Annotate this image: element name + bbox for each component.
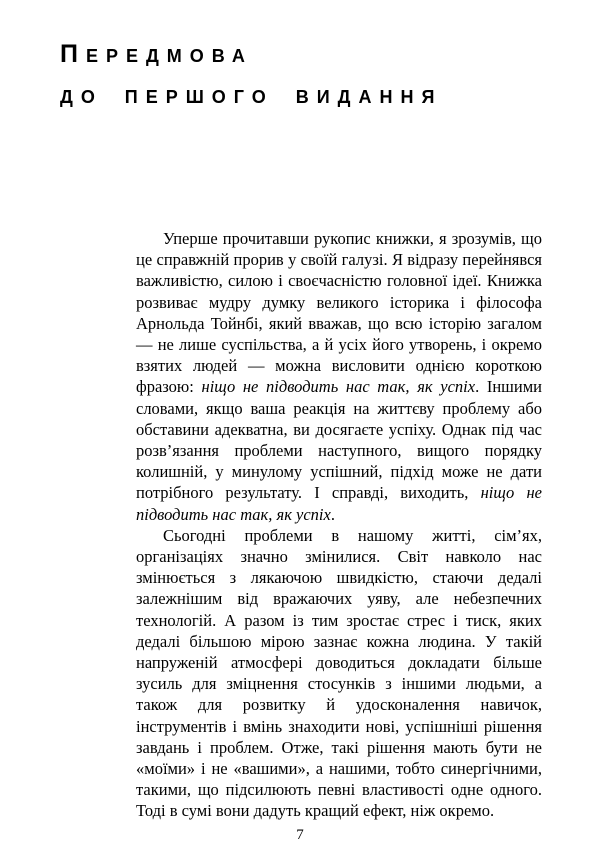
paragraph bbox=[136, 228, 542, 525]
chapter-title-line1: Передмова bbox=[60, 40, 253, 68]
text-segment: Уперше прочитавши рукопис книжки, я зрозумів, що це справжній прорив у своїй галузі. Я відразу перейнявся важливістю, силою і своєчасністю головної ідеї. Книжка розвиває мудру думку великого історика і філософа Арнольда Тойнбі, який вважав, що всю історію загалом — не лише суспільства, а й усіх його утворень, і окремо взятих людей — можна висловити однією короткою фразою: bbox=[136, 229, 542, 397]
body-text bbox=[136, 228, 542, 822]
page-number: 7 bbox=[296, 827, 304, 843]
italic-text-segment: ніщо не підводить нас так, як успіх bbox=[136, 483, 542, 524]
italic-text-segment: ніщо не підводить нас так, як успіх bbox=[201, 377, 476, 397]
chapter-title-line2: до першого видання bbox=[60, 81, 443, 109]
text-segment: Сьогодні проблеми в нашому житті, сім’ях, організаціях значно змінилися. Світ навколо нас змінюється з лякаючою швидкістю, стаючи дедалі залежнішим від вражаючих уяву, але небезпечних технологій. А разом із тим зростає стрес і тиск, яких дедалі більшою мірою зазнає кожна людина. У такій напруженій атмосфері доводиться докладати більше зусиль для зміцнення стосунків з іншими людьми, а також для розвитку й удосконалення навичок, інструментів і вмінь знаходити нові, успішніші рішення завдань і проблем. Отже, такі рішення мають бути не «моїми» і не «вашими», а нашими, тобто синергічними, такими, що підсилюють певні властивості одне одного. Тоді в сумі вони дадуть кращий ефект, ніж окремо. bbox=[136, 525, 542, 821]
text-segment: . Іншими словами, якщо ваша реакція на життєву проблему або обставини адекватна, ви досягаєте успіху. Однак під час розв’язання проблеми наступного, вищого порядку колишній, у минулому успішний, підхід може не дати потрібного результату. І справді, виходить, bbox=[136, 377, 542, 503]
chapter-title bbox=[60, 34, 442, 116]
paragraph bbox=[136, 525, 542, 822]
text-segment: . bbox=[330, 504, 335, 524]
